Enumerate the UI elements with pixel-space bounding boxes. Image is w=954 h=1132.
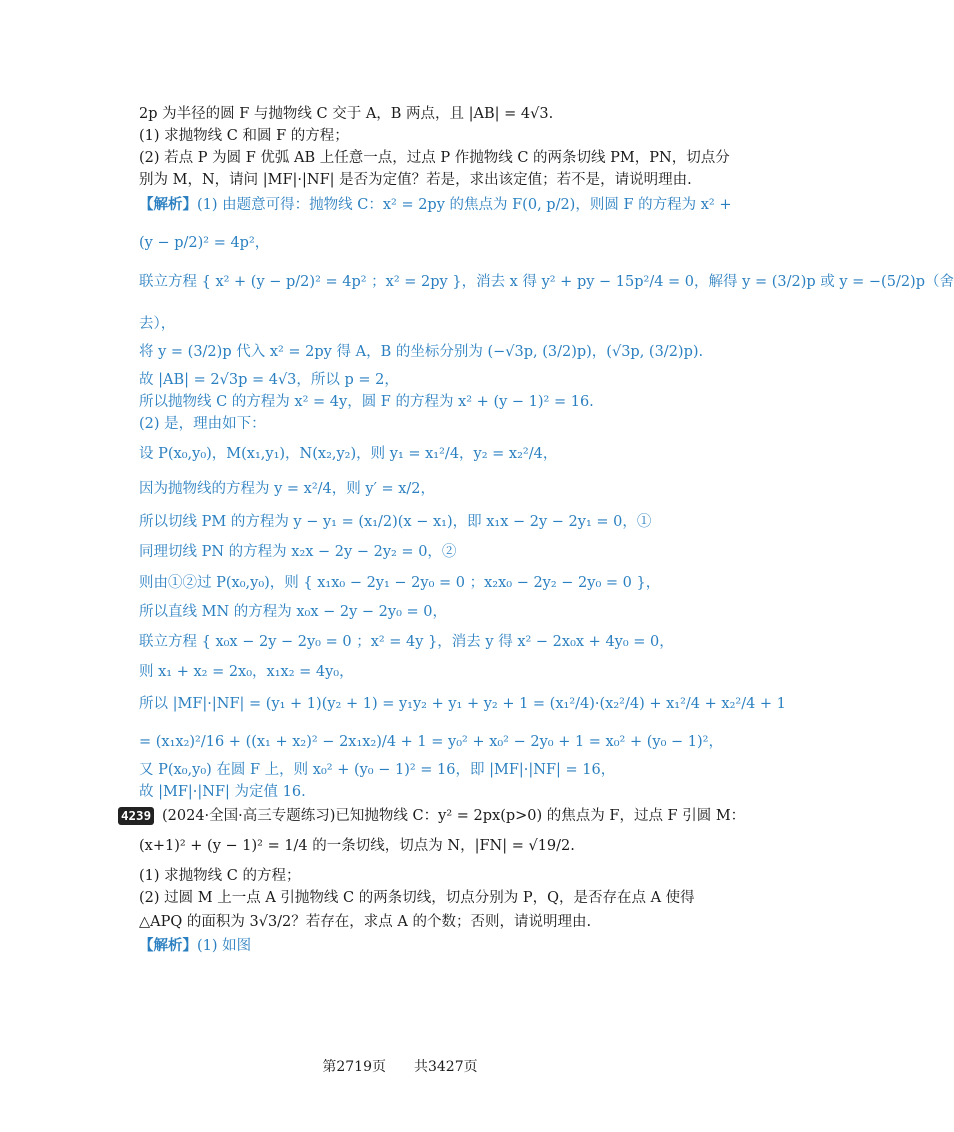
solution-line-6: 故 |AB| = 2√3p = 4√3，所以 p = 2，	[139, 372, 399, 388]
solution-4239-line-1	[139, 936, 251, 956]
solution-4239-tag: 【解析】	[139, 937, 197, 954]
problem-4239-line-3: (1) 求抛物线 C 的方程；	[139, 868, 301, 884]
solution-tag: 【解析】	[139, 196, 197, 213]
page-footer: 第2719页 共3427页	[322, 1059, 478, 1075]
solution-line-8: (2) 是，理由如下：	[139, 416, 266, 432]
solution-line-15: 联立方程 { x₀x − 2y − 2y₀ = 0 ；x² = 4y }，消去 y 得 x² − 2x₀x + 4y₀ = 0，	[139, 634, 674, 650]
problem-text-line-2: (1) 求抛物线 C 和圆 F 的方程；	[139, 128, 349, 144]
solution-4239-text: (1) 如图	[197, 938, 252, 954]
solution-line-10: 因为抛物线的方程为 y = x²/4，则 y′ = x/2，	[139, 481, 436, 497]
solution-line-17: 所以 |MF|·|NF| = (y₁ + 1)(y₂ + 1) = y₁y₂ + y₁ + y₂ + 1 = (x₁²/4)·(x₂²/4) + x₁²/4 + x₂²/4 + 1	[139, 696, 786, 712]
solution-line-13: 则由①②过 P(x₀,y₀)，则 { x₁x₀ − 2y₁ − 2y₀ = 0 ；x₂x₀ − 2y₂ − 2y₀ = 0 }，	[139, 575, 661, 591]
solution-line-20: 故 |MF|·|NF| 为定值 16.	[139, 784, 306, 800]
solution-line-16: 则 x₁ + x₂ = 2x₀，x₁x₂ = 4y₀，	[139, 664, 354, 680]
solution-line-11: 所以切线 PM 的方程为 y − y₁ = (x₁/2)(x − x₁)，即 x₁x − 2y − 2y₁ = 0，①	[139, 514, 652, 530]
solution-line-7: 所以抛物线 C 的方程为 x² = 4y，圆 F 的方程为 x² + (y − 1)² = 16.	[139, 394, 594, 410]
problem-4239-line-2: (x+1)² + (y − 1)² = 1/4 的一条切线，切点为 N，|FN| = √19/2.	[139, 838, 575, 854]
solution-line-12: 同理切线 PN 的方程为 x₂x − 2y − 2y₂ = 0，②	[139, 544, 457, 560]
problem-4239-line-5: △APQ 的面积为 3√3/2？若存在，求点 A 的个数；否则，请说明理由.	[139, 914, 592, 930]
problem-4239-line-1: (2024·全国·高三专题练习)已知抛物线 C：y² = 2px(p>0) 的焦点为 F，过点 F 引圆 M：	[162, 808, 746, 824]
solution-line-2: (y − p/2)² = 4p²，	[139, 235, 270, 251]
solution-line-19: 又 P(x₀,y₀) 在圆 F 上，则 x₀² + (y₀ − 1)² = 16，即 |MF|·|NF| = 16，	[139, 762, 616, 778]
solution-line-1-text: (1) 由题意可得：抛物线 C：x² = 2py 的焦点为 F(0, p/2)，则圆 F 的方程为 x² +	[197, 197, 732, 213]
solution-line-1	[139, 195, 731, 215]
problem-text-line-4: 别为 M，N，请问 |MF|·|NF| 是否为定值？若是，求出该定值；若不是，请说明理由.	[139, 172, 692, 188]
solution-line-9: 设 P(x₀,y₀)，M(x₁,y₁)，N(x₂,y₂)，则 y₁ = x₁²/4，y₂ = x₂²/4，	[139, 446, 558, 462]
solution-line-14: 所以直线 MN 的方程为 x₀x − 2y − 2y₀ = 0，	[139, 604, 448, 620]
problem-number-badge: 4239	[118, 807, 154, 825]
solution-line-18: = (x₁x₂)²/16 + ((x₁ + x₂)² − 2x₁x₂)/4 + 1 = y₀² + x₀² − 2y₀ + 1 = x₀² + (y₀ − 1)²，	[139, 734, 723, 750]
solution-line-3: 联立方程 { x² + (y − p/2)² = 4p² ；x² = 2py }，消去 x 得 y² + py − 15p²/4 = 0，解得 y = (3/2)p 或 y = −(5/2)p（舍	[139, 274, 954, 290]
solution-line-4: 去），	[139, 316, 176, 332]
problem-text-line-3: (2) 若点 P 为圆 F 优弧 AB 上任意一点，过点 P 作抛物线 C 的两条切线 PM，PN，切点分	[139, 150, 730, 166]
solution-line-5: 将 y = (3/2)p 代入 x² = 2py 得 A，B 的坐标分别为 (−√3p, (3/2)p)，(√3p, (3/2)p).	[139, 344, 704, 360]
problem-4239-line-4: (2) 过圆 M 上一点 A 引抛物线 C 的两条切线，切点分别为 P，Q，是否存在点 A 使得	[139, 890, 695, 906]
problem-text-line-1: 2p 为半径的圆 F 与抛物线 C 交于 A，B 两点，且 |AB| = 4√3.	[139, 106, 554, 122]
